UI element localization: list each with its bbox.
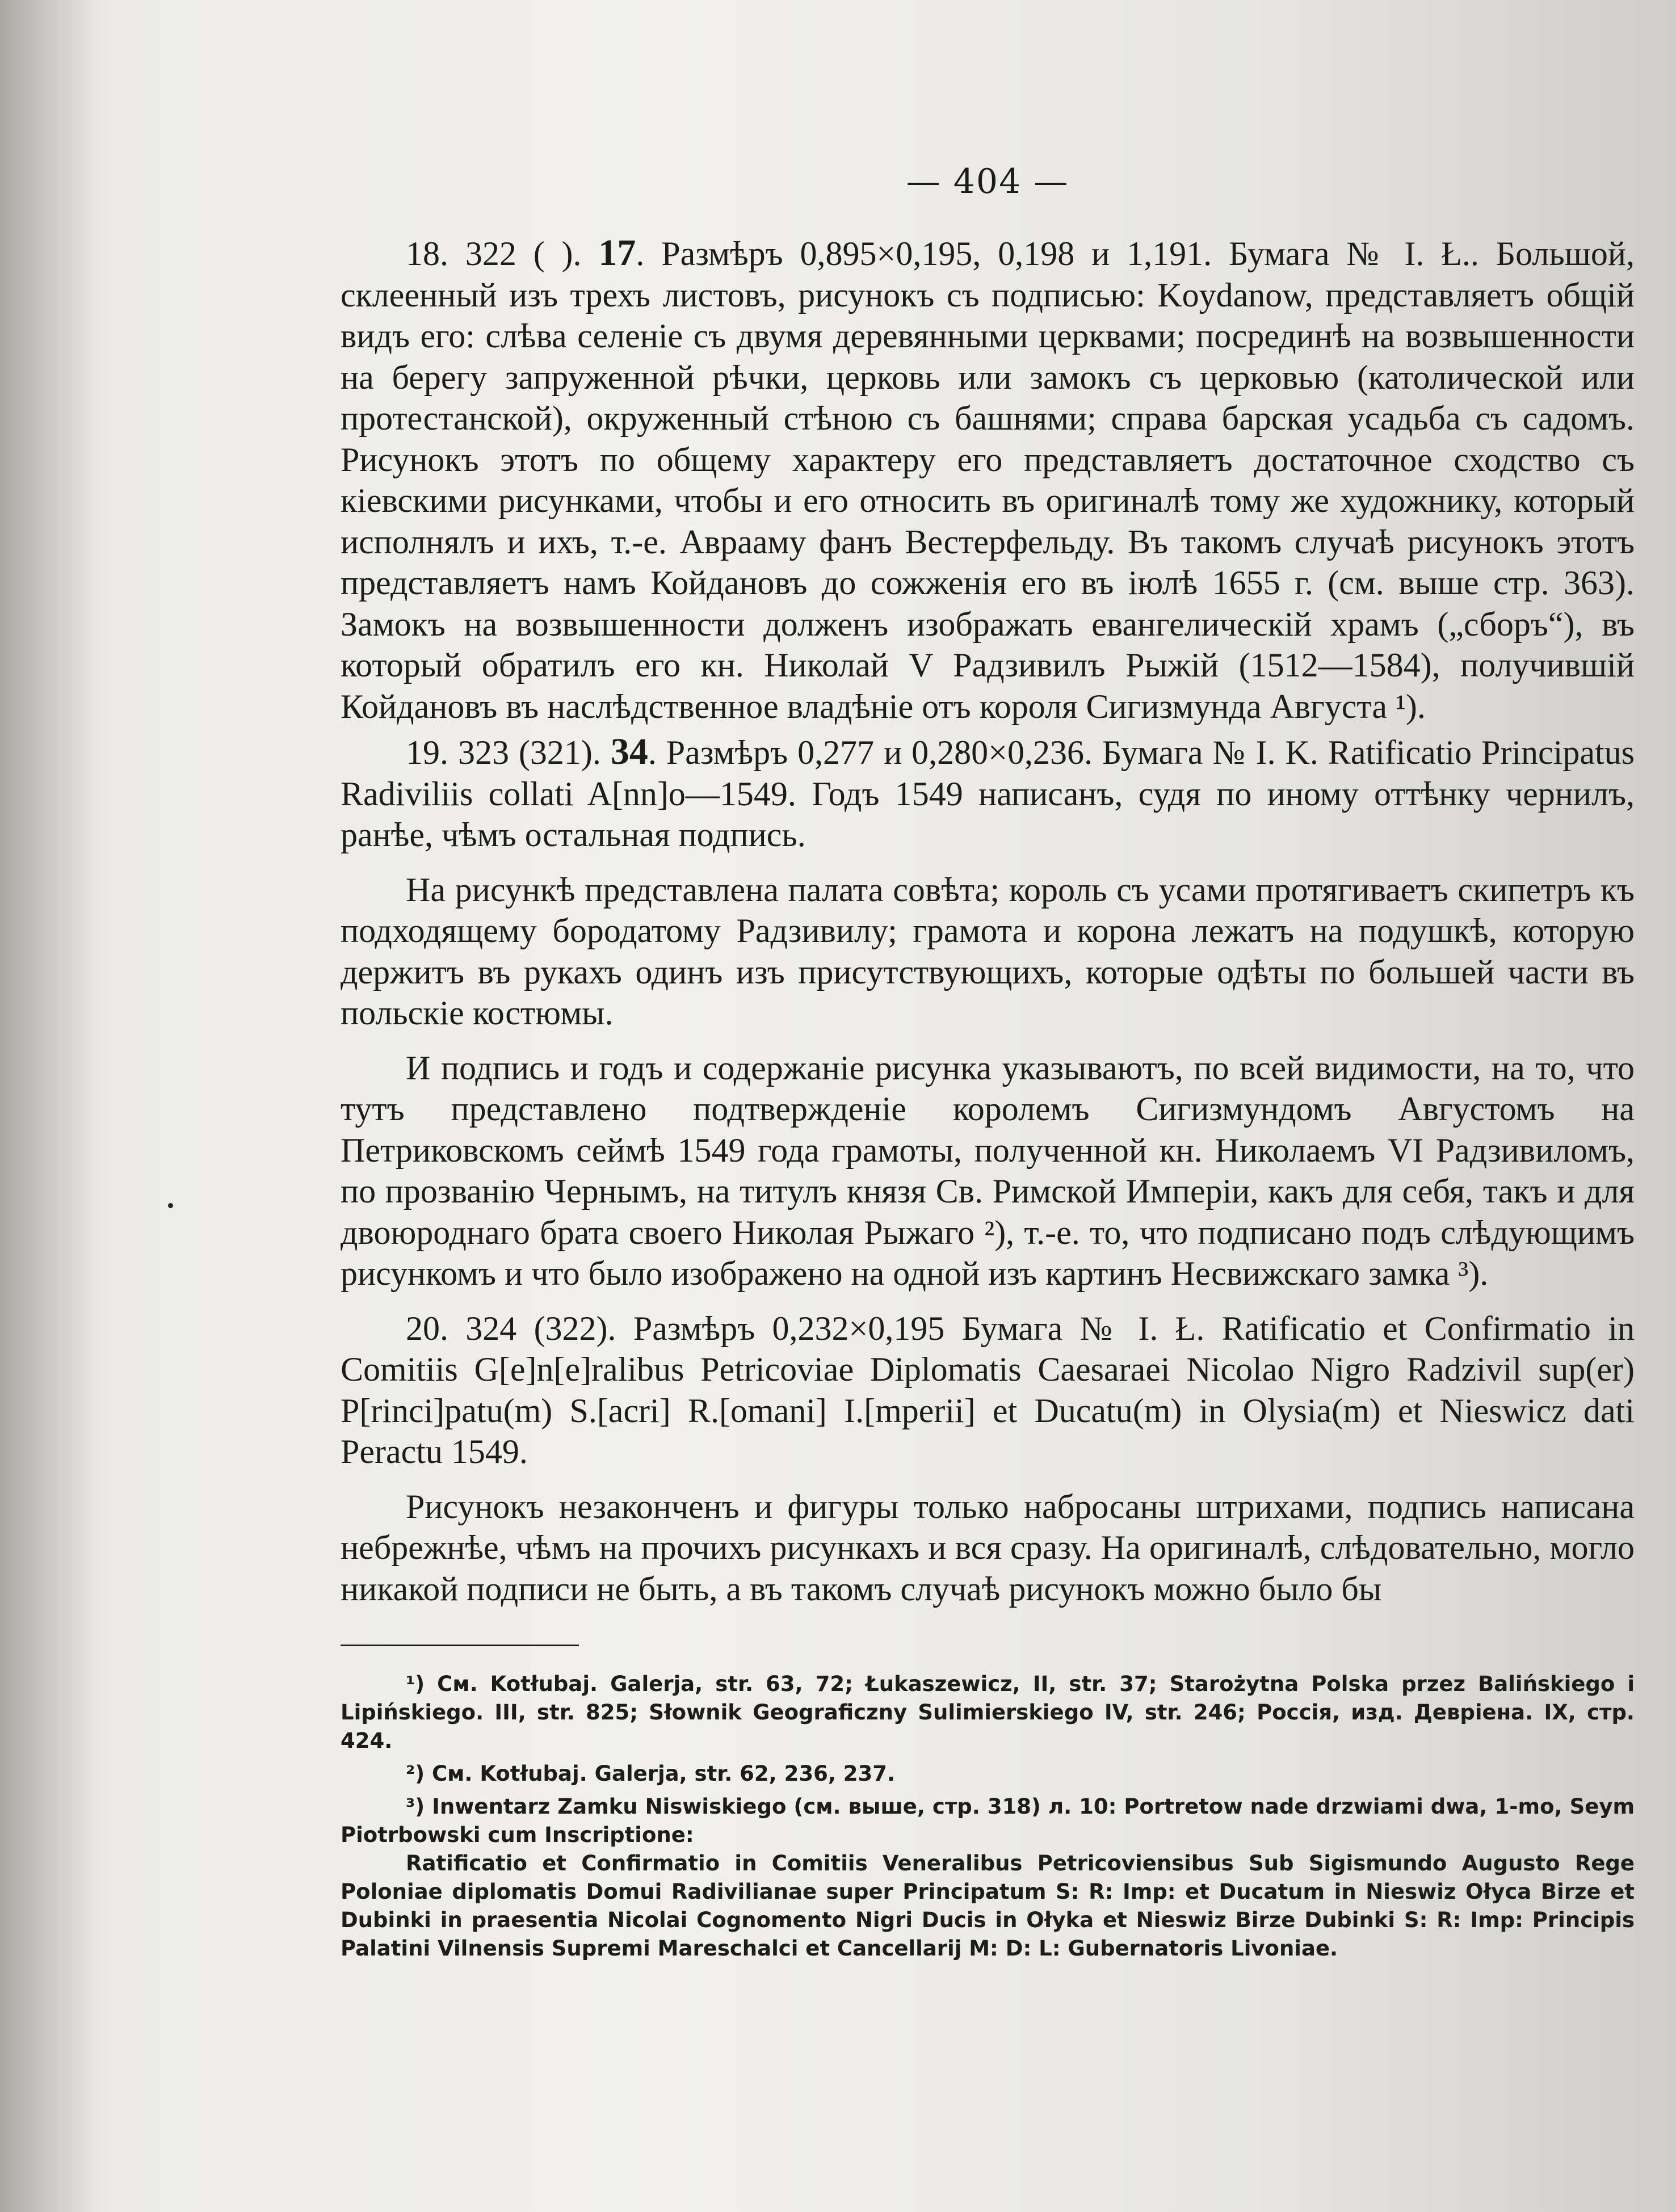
footnote-3-inscription: Ratificatio et Confirmatio in Comitiis Veneralibus Petricoviensibus Sub Sigismundo Augusto Rege Poloniae diplomatis Domui Radivilianae super Principatum S: R: Imp: et Ducatum in Nieswiz Ołyca Birze et Dubinki in praesentia Nicolai Cognomento Nigri Ducis in Ołyka et Nieswiz Birze Dubinki S: R: Imp: Principis Palatini Vilnensis Supremi Mareschalci et Cancellarij M: D: L: Gubernatoris Livoniae.: [341, 1851, 1635, 1961]
entry-number: 34: [610, 731, 648, 772]
paragraph-council-chamber: На рисункѣ представлена палата совѣта; король съ усами протягиваетъ скипетръ къ подходящему бородатому Радзивилу; грамота и корона лежатъ на подушкѣ, которую держитъ въ рукахъ одинъ изъ присутствующихъ, которые одѣты по большей части въ польскіе костюмы.: [341, 870, 1635, 1032]
entry-lead: 18. 322 ( ).: [406, 235, 599, 272]
entry-lead: 19. 323 (321).: [406, 734, 611, 771]
page-number: — 404 —: [906, 162, 1069, 201]
entry-text: . Размѣръ 0,895×0,195, 0,198 и 1,191. Бумага № I. Ł.. Большой, склеенный изъ трехъ листовъ, рисунокъ съ подписью: Koydanow, представляетъ общій видъ его: слѣва селеніе съ двумя деревянными церквами; посрединѣ на возвышенности на берегу запруженной рѣчки, церковь или замокъ съ церковью (католической или протестанской), окруженный стѣною съ башнями; справа барская усадьба съ садомъ. Рисунокъ этотъ по общему характеру его представляетъ достаточное сходство съ кіевскими рисунками, чтобы и его относить въ оригиналѣ тому же художнику, который исполнялъ и ихъ, т.-е. Аврааму фанъ Вестерфельду. Въ такомъ случаѣ рисунокъ этотъ представляетъ намъ Койдановъ до сожженія его въ іюлѣ 1655 г. (см. выше стр. 363). Замокъ на возвышенности долженъ изображать евангелическій храмъ („сборъ“), въ который обратилъ его кн. Николай V Радзивилъ Рыжій (1512—1584), получившій Койдановъ въ наслѣдственное владѣніе отъ короля Сигизмунда Августа ¹).: [341, 235, 1635, 725]
paragraph-inscription: И подпись и годъ и содержаніе рисунка указываютъ, по всей видимости, на то, что тутъ представлено подтвержденіе королемъ Сигизмундомъ Августомъ на Петриковскомъ сеймѣ 1549 года грамоты, полученной кн. Николаемъ VI Радзивиломъ, по прозванію Чернымъ, на титулъ князя Св. Римской Имперіи, какъ для себя, такъ и для двоюроднаго брата своего Николая Рыжаго ²), т.-е. то, что подписано подъ слѣдующимъ рисункомъ и что было изображено на одной изъ картинъ Несвижскаго замка ³).: [341, 1049, 1635, 1292]
entry-text: Размѣръ 0,232×0,195 Бумага № I. Ł. Ratificatio et Confirmatio in Comitiis G[e]n[e]ralibus Petricoviae Diplomatis Caesaraei Nicolao Nigro Radzivil sup(er) P[rinci]patu(m) S.[acri] R.[omani] I.[mperii] et Ducatu(m) in Olysia(m) et Nieswicz dati Peractu 1549.: [341, 1309, 1635, 1470]
entry-lead: 20. 324 (322).: [406, 1309, 633, 1347]
entry-18: [341, 233, 1635, 727]
entry-20: [341, 1308, 1635, 1473]
footnote-rule: [341, 1645, 579, 1646]
footnote-3: ³) Inwentarz Zamku Niswiskiego (см. выше, стр. 318) л. 10: Portretow nade drzwiami dwa, 1-mo, Seym Piotrbowski cum Inscriptione:: [341, 1794, 1635, 1847]
entry-text: . Размѣръ 0,277 и 0,280×0,236. Бумага № I. K. Ratificatio Principatus Radiviliis collati A[nn]o—1549. Годъ 1549 написанъ, судя по иному оттѣнку чернилъ, ранѣе, чѣмъ остальная подпись.: [341, 734, 1635, 853]
page-gutter-shadow: [0, 0, 96, 2212]
footnote-2: ²) См. Kotłubaj. Galerja, str. 62, 236, 237.: [406, 1761, 896, 1786]
footnote-1: ¹) См. Kotłubaj. Galerja, str. 63, 72; Łukaszewicz, II, str. 37; Starożytna Polska przez Balińskiego i Lipińskiego. III, str. 825; Słownik Geograficzny Sulimierskiego IV, str. 246; Россія, изд. Девріена. IX, стр. 424.: [341, 1672, 1635, 1753]
entry-number: 17: [598, 232, 636, 274]
ink-speck: [168, 1203, 173, 1208]
paragraph-unfinished-drawing: Рисунокъ незаконченъ и фигуры только набросаны штрихами, подпись написана небрежнѣе, чѣмъ на прочихъ рисункахъ и вся сразу. На оригиналѣ, слѣдовательно, могло никакой подписи не быть, а въ такомъ случаѣ рисунокъ можно было бы: [341, 1487, 1635, 1608]
entry-19: [341, 731, 1635, 856]
text-column: [341, 162, 1635, 1963]
